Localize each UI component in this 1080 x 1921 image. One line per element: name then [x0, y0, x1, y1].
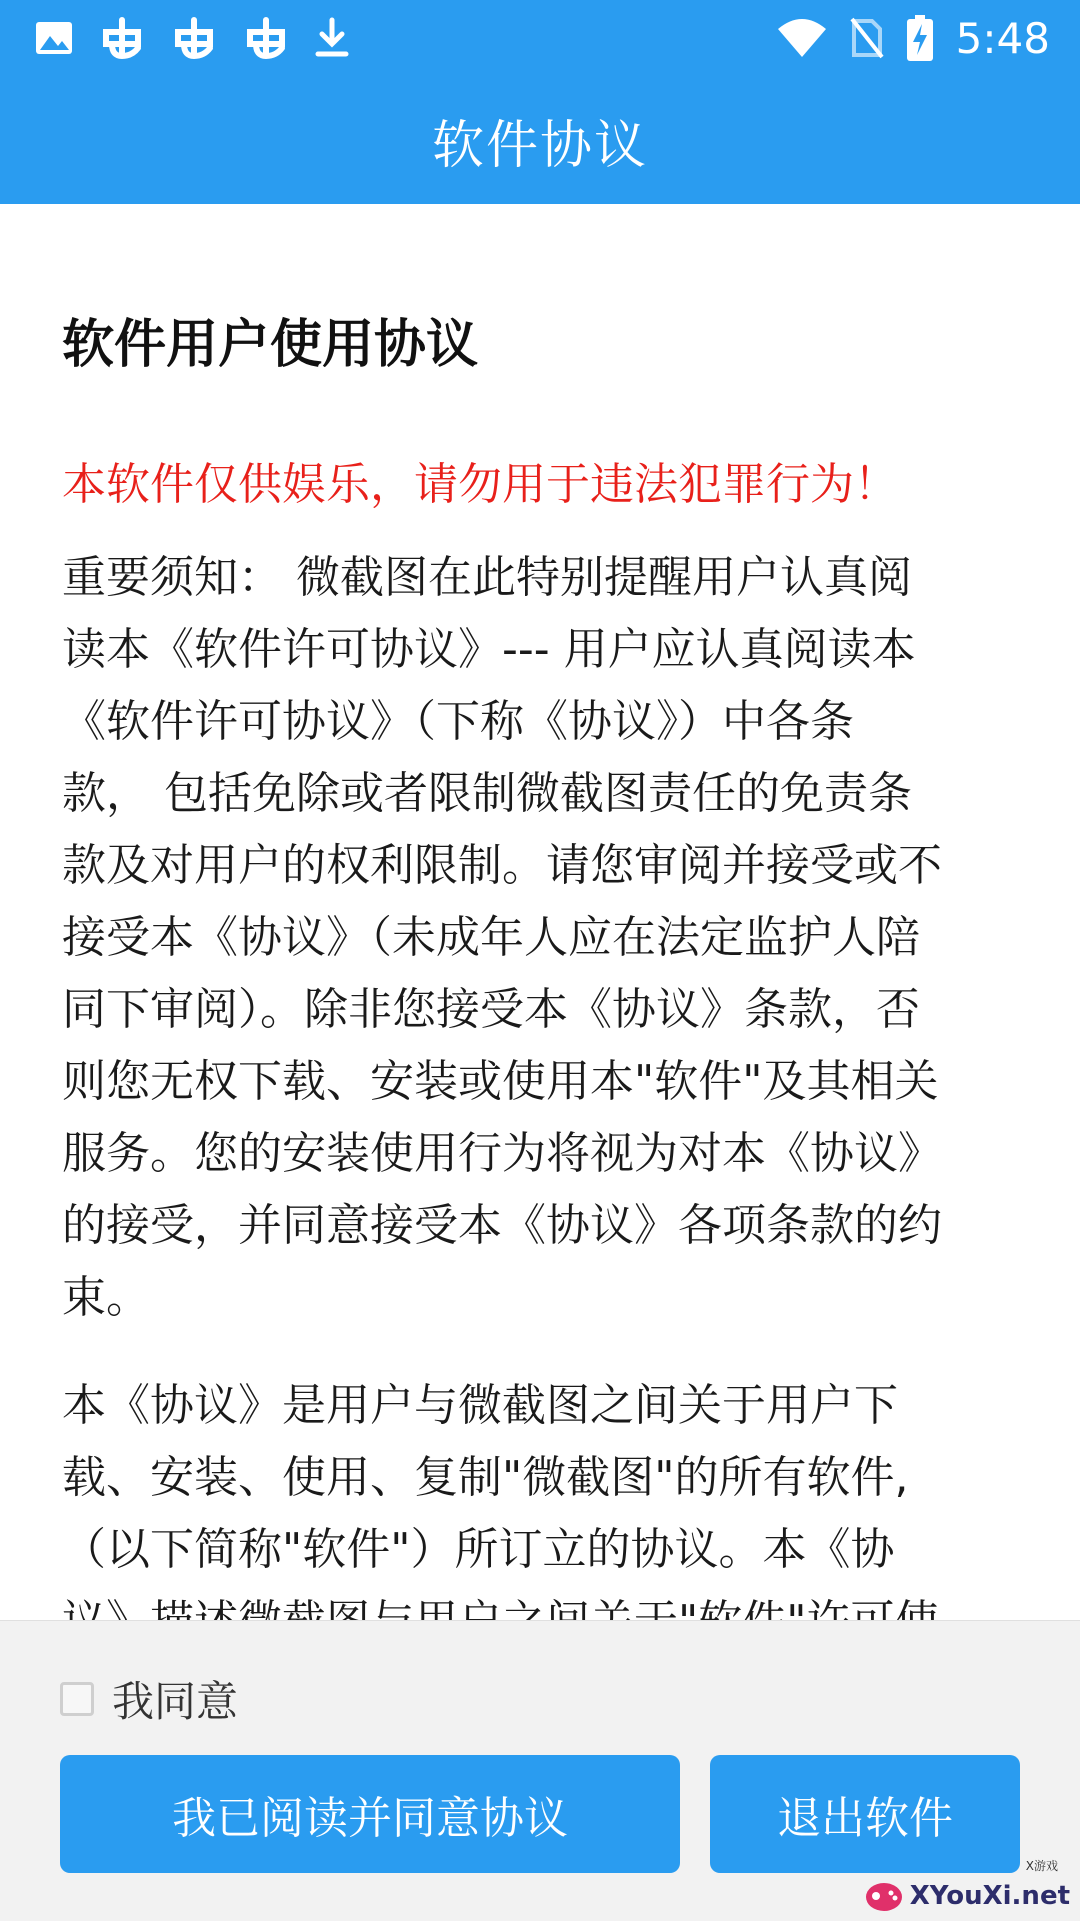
agreement-actions: [0, 1620, 1080, 1921]
text-line: 款及对用户的权利限制。请您审阅并接受或不: [62, 840, 942, 891]
text-line: 重要须知： 微截图在此特别提醒用户认真阅: [62, 552, 912, 603]
image-icon: [34, 20, 74, 56]
text-line: 则您无权下载、安装或使用本"软件"及其相关: [62, 1056, 939, 1107]
text-line: 款， 包括免除或者限制微截图责任的免责条: [62, 768, 912, 819]
text-line: 本《协议》是用户与微截图之间关于用户下: [62, 1380, 898, 1431]
watermark-small-text: X游戏: [1025, 1859, 1058, 1873]
system-icons: [776, 10, 1050, 66]
text-line: 的接受，并同意接受本《协议》各项条款的约: [62, 1200, 942, 1251]
bug-icon: [242, 14, 290, 62]
page-title: 软件协议: [431, 115, 648, 176]
app-bar: [0, 76, 1080, 204]
bug-icon: [98, 14, 146, 62]
warning-text: 本软件仅供娱乐，请勿用于违法犯罪行为！: [62, 459, 898, 510]
agreement-paragraph-1: [62, 542, 1022, 1334]
agree-checkbox-row[interactable]: [60, 1671, 238, 1727]
watermark-text: XYouXi.net: [909, 1881, 1070, 1911]
text-line: 读本《软件许可协议》--- 用户应认真阅读本: [62, 624, 916, 675]
bug-icon: [170, 14, 218, 62]
battery-charging-icon: [906, 15, 934, 61]
download-icon: [314, 16, 350, 60]
accept-agreement-button[interactable]: 我已阅读并同意协议: [60, 1755, 680, 1873]
agreement-scroll-area[interactable]: [0, 204, 1080, 1620]
text-line: 服务。您的安装使用行为将视为对本《协议》: [62, 1128, 942, 1179]
text-line: 载、安装、使用、复制"微截图"的所有软件,: [62, 1452, 909, 1503]
no-sim-icon: [850, 17, 884, 59]
notification-icons: [34, 10, 350, 66]
agreement-paragraph-2: [62, 1370, 1022, 1658]
status-bar: [0, 0, 1080, 76]
wifi-icon: [776, 17, 828, 59]
agreement-title: 软件用户使用协议: [62, 315, 479, 375]
agree-checkbox[interactable]: [60, 1682, 94, 1716]
agree-label[interactable]: 我同意: [112, 1677, 239, 1726]
text-line: 同下审阅）。除非您接受本《协议》条款，否: [62, 984, 920, 1035]
exit-app-button[interactable]: 退出软件: [710, 1755, 1020, 1873]
text-line: （以下简称"软件"）所订立的协议。本《协: [62, 1524, 895, 1575]
clock: 5:48: [955, 13, 1050, 63]
text-line: 《软件许可协议》（下称《协议》）中各条: [62, 696, 854, 747]
watermark: [864, 1859, 1070, 1913]
text-line: 束。: [62, 1272, 150, 1323]
gamepad-logo-icon: [864, 1879, 904, 1913]
text-line: 接受本《协议》（未成年人应在法定监护人陪: [62, 912, 920, 963]
